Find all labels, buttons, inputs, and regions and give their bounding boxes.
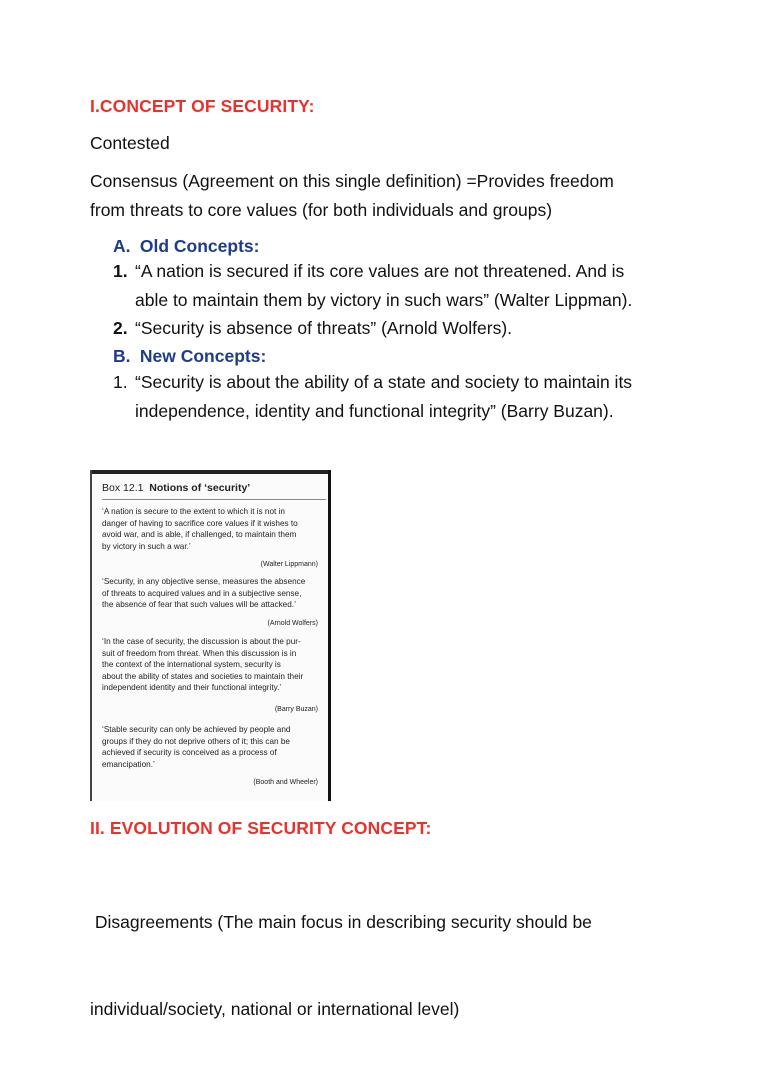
box-title xyxy=(102,482,250,494)
box-number: Box 12.1 xyxy=(102,482,144,494)
quote-line: the context of the international system, security is xyxy=(102,660,281,670)
new-concept-1-line-1: “Security is about the ability of a state and society to maintain its xyxy=(135,372,633,392)
quote-line: the absence of fear that such values will be attacked.’ xyxy=(102,600,296,610)
new-concept-item-1 xyxy=(113,368,673,426)
list-number: 2. xyxy=(113,318,128,338)
quote-line: achieved if security is conceived as a process of xyxy=(102,748,277,758)
box-attribution-buzan: (Barry Buzan) xyxy=(274,706,318,713)
new-concepts-heading xyxy=(113,346,266,367)
box-quote-wolfers xyxy=(102,576,324,611)
notions-of-security-box xyxy=(90,470,331,801)
box-attribution-booth-wheeler: (Booth and Wheeler) xyxy=(253,779,318,786)
disagreements-paragraph xyxy=(90,850,690,1082)
old-concepts-letter: A. xyxy=(113,236,131,256)
box-title-rule xyxy=(102,499,326,500)
consensus-line-1: Consensus (Agreement on this single definition) =Provides freedom xyxy=(90,171,614,191)
box-quote-booth-wheeler xyxy=(102,724,324,770)
box-attribution-wolfers: (Arnold Wolfers) xyxy=(267,620,318,627)
quote-line: about the ability of states and societies to maintain their xyxy=(102,671,304,681)
consensus-line-2: from threats to core values (for both individuals and groups) xyxy=(90,200,553,220)
quote-line: by victory in such a war.’ xyxy=(102,541,191,551)
quote-line: avoid war, and is able, if challenged, to maintain them xyxy=(102,530,297,540)
quote-line: ‘Security, in any objective sense, measures the absence xyxy=(102,577,306,586)
quote-line: of threats to acquired values and in a subjective sense, xyxy=(102,588,302,598)
box-top-border xyxy=(92,470,328,474)
contested-text: Contested xyxy=(90,133,170,153)
old-concepts-label: Old Concepts: xyxy=(139,236,260,256)
new-concept-1-line-2: independence, identity and functional integrity” (Barry Buzan). xyxy=(135,401,614,421)
section-1-heading: I.CONCEPT OF SECURITY: xyxy=(90,96,315,116)
old-concept-1-line-2: able to maintain them by victory in such wars” (Walter Lippman). xyxy=(135,290,633,310)
list-number: 1. xyxy=(113,261,128,281)
quote-line: ‘Stable security can only be achieved by people and xyxy=(102,725,291,734)
old-concept-1-line-1: “A nation is secured if its core values are not threatened. And is xyxy=(135,261,625,281)
quote-line: ‘A nation is secure to the extent to which it is not in xyxy=(102,507,285,516)
old-concept-item-2 xyxy=(113,314,673,343)
old-concept-item-1 xyxy=(113,257,673,315)
section-2-heading: II. EVOLUTION OF SECURITY CONCEPT: xyxy=(90,818,432,838)
quote-line: danger of having to sacrifice core values if it wishes to xyxy=(102,518,298,528)
box-attribution-lippmann: (Walter Lippmann) xyxy=(260,561,318,568)
quote-line: ‘In the case of security, the discussion is about the pur- xyxy=(102,637,301,646)
new-concepts-label: New Concepts: xyxy=(139,346,267,366)
quote-line: groups if they do not deprive others of it; this can be xyxy=(102,736,290,746)
disagreements-line-2: individual/society, national or international level) xyxy=(90,999,460,1019)
disagreements-line-1: Disagreements (The main focus in describing security should be xyxy=(90,912,592,932)
box-quote-buzan xyxy=(102,636,324,694)
quote-line: suit of freedom from threat. When this discussion is in xyxy=(102,648,297,658)
old-concept-2-line-1: “Security is absence of threats” (Arnold Wolfers). xyxy=(135,318,513,338)
list-number: 1. xyxy=(113,372,128,392)
consensus-paragraph xyxy=(90,167,690,225)
new-concepts-letter: B. xyxy=(113,346,131,366)
quote-line: independent identity and their functional integrity.’ xyxy=(102,683,282,693)
old-concepts-heading xyxy=(113,236,259,257)
box-quote-lippmann xyxy=(102,506,324,552)
box-title-text: Notions of ‘security’ xyxy=(149,482,251,494)
quote-line: emancipation.’ xyxy=(102,759,155,769)
